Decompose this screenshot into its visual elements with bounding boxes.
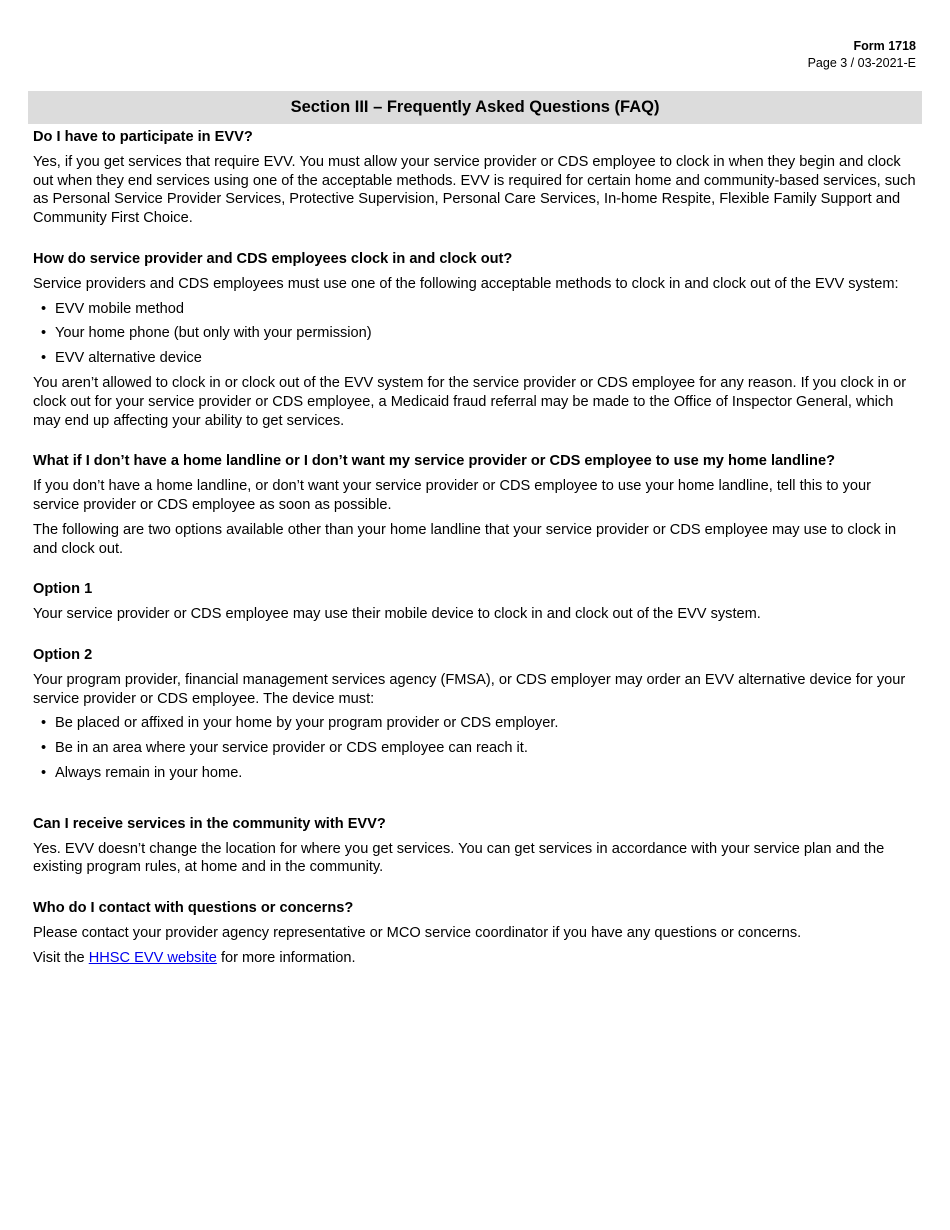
faq-content: [33, 128, 919, 974]
faq-question-contact: Who do I contact with questions or concerns?: [33, 900, 354, 917]
faq-question-community: Can I receive services in the community with EVV?: [33, 815, 386, 832]
faq-answer-landline-p1: If you don’t have a home landline, or don’t want your service provider or CDS employee to use your home landline, tell this to your service provider or CDS employee as soon as possible.: [33, 478, 871, 513]
faq-answer-community: Yes. EVV doesn’t change the location for where you get services. You can get services in accordance with your service plan and the existing program rules, at home and in the community.: [33, 840, 885, 876]
list-item: • Always remain in your home.: [33, 764, 919, 783]
faq-answer-participate: Yes, if you get services that require EVV. You must allow your service provider or CDS employee to clock in when they begin and clock out when they end services using one of the acceptable methods. EVV is required for certain home and community-based services, such as Personal Service Provider Services, Protective Supervision, Personal Care Services, In-home Respite, Flexible Family Support and Community First Choice.: [33, 153, 916, 227]
visit-suffix: for more information.: [220, 949, 356, 966]
faq-question-landline: What if I don’t have a home landline or I don’t want my service provider or CDS employee to use my home landline?: [33, 453, 836, 470]
section-title-bar: [28, 91, 922, 124]
visit-prefix: Visit the: [33, 949, 85, 966]
list-item: • Be placed or affixed in your home by your program provider or CDS employer.: [33, 714, 919, 733]
form-number: Form 1718: [853, 39, 916, 53]
form-header: [808, 38, 916, 72]
list-item: • EVV alternative device: [33, 349, 919, 368]
list-item: • EVV mobile method: [33, 300, 919, 319]
section-title: Section III – Frequently Asked Questions (FAQ): [290, 98, 660, 116]
list-item: • Be in an area where your service provider or CDS employee can reach it.: [33, 739, 919, 758]
hhsc-evv-website-link[interactable]: HHSC EVV website: [88, 949, 217, 966]
page-info: Page 3 / 03-2021-E: [807, 56, 916, 70]
faq-answer-clock-in-intro: Service providers and CDS employees must use one of the following acceptable methods to clock in and clock out of the EVV system:: [33, 275, 899, 292]
faq-answer-contact: Please contact your provider agency representative or MCO service coordinator if you have any questions or concerns.: [33, 924, 802, 941]
faq-answer-clock-in-note: You aren’t allowed to clock in or clock out of the EVV system for the service provider or CDS employee for any reason. If you clock in or clock out for your service provider or CDS employee, a Medicaid fraud referral may be made to the Office of Inspector General, which may end up affecting your ability to get services.: [33, 374, 907, 429]
option-2-text: Your program provider, financial management services agency (FMSA), or CDS employer may order an EVV alternative device for your service provider or CDS employee. The device must:: [33, 671, 906, 707]
faq-question-clock-in: How do service provider and CDS employees clock in and clock out?: [33, 250, 513, 267]
clock-methods-list: [33, 300, 919, 368]
visit-website-line: [33, 949, 919, 968]
device-requirements-list: [33, 714, 919, 782]
option-1-title: Option 1: [33, 581, 93, 598]
option-2-title: Option 2: [33, 646, 93, 663]
list-item: • Your home phone (but only with your permission): [33, 324, 919, 343]
option-1-text: Your service provider or CDS employee may use their mobile device to clock in and clock out of the EVV system.: [33, 606, 761, 623]
faq-question-participate: Do I have to participate in EVV?: [33, 129, 253, 145]
faq-answer-landline-p2: The following are two options available other than your home landline that your service provider or CDS employee may use to clock in and clock out.: [33, 521, 897, 557]
